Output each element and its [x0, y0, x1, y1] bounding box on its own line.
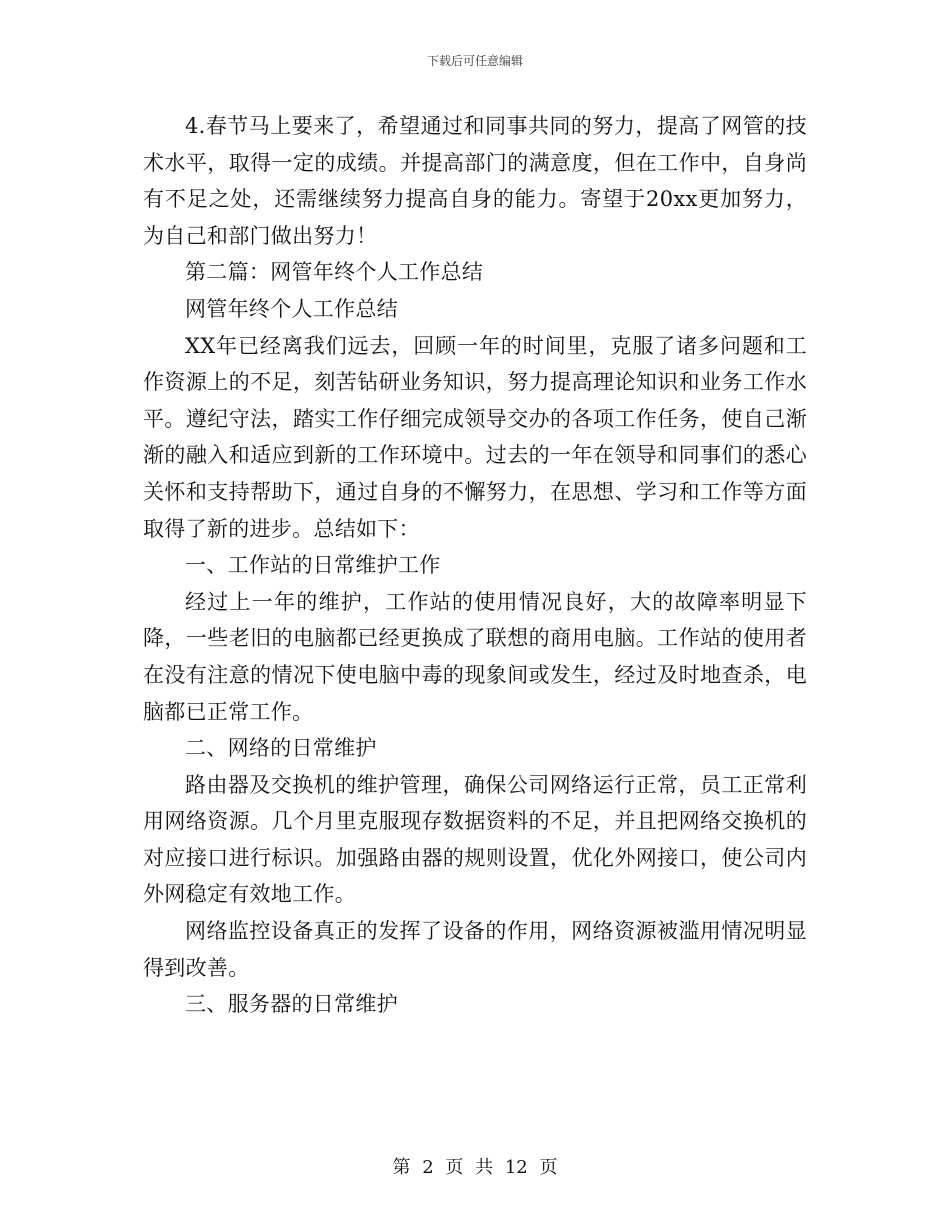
page-header-note: 下载后可任意编辑 — [426, 54, 523, 68]
paragraph-workstation: 经过上一年的维护，工作站的使用情况良好，大的故障率明显下降，一些老旧的电脑都已经更换成了联想的商用电脑。工作站的使用者在没有注意的情况下使电脑中毒的现象间或发生，经过及时地查杀，电脑都已正常工作。 — [143, 589, 807, 724]
heading-workstation-maintenance: 一、工作站的日常维护工作 — [185, 553, 441, 578]
document-title: 网管年终个人工作总结 — [185, 296, 398, 321]
document-body — [143, 108, 807, 1023]
section-title-part-two: 第二篇：网管年终个人工作总结 — [185, 260, 484, 285]
heading-server-maintenance: 三、服务器的日常维护 — [185, 992, 398, 1017]
paragraph-network-monitoring: 网络监控设备真正的发挥了设备的作用，网络资源被滥用情况明显得到改善。 — [143, 919, 807, 980]
paragraph-router-switch: 路由器及交换机的维护管理，确保公司网络运行正常，员工正常利用网络资源。几个月里克服现存数据资料的不足，并且把网络交换机的对应接口进行标识。加强路由器的规则设置，优化外网接口，使公司内外网稳定有效地工作。 — [143, 772, 807, 907]
heading-network-maintenance: 二、网络的日常维护 — [185, 736, 377, 761]
paragraph-intro: XX年已经离我们远去，回顾一年的时间里，克服了诸多问题和工作资源上的不足，刻苦钻研业务知识，努力提高理论知识和业务工作水平。遵纪守法，踏实工作仔细完成领导交办的各项工作任务，使自己渐渐的融入和适应到新的工作环境中。过去的一年在领导和同事们的悉心关怀和支持帮助下，通过自身的不懈努力，在思想、学习和工作等方面取得了新的进步。总结如下： — [143, 333, 807, 541]
paragraph-spring-festival: 4.春节马上要来了，希望通过和同事共同的努力，提高了网管的技术水平，取得一定的成绩。并提高部门的满意度，但在工作中，自身尚有不足之处，还需继续努力提高自身的能力。寄望于20xx更加努力，为自己和部门做出努力！ — [143, 114, 807, 248]
page-number: 第 2 页 共 12 页 — [392, 1157, 558, 1178]
